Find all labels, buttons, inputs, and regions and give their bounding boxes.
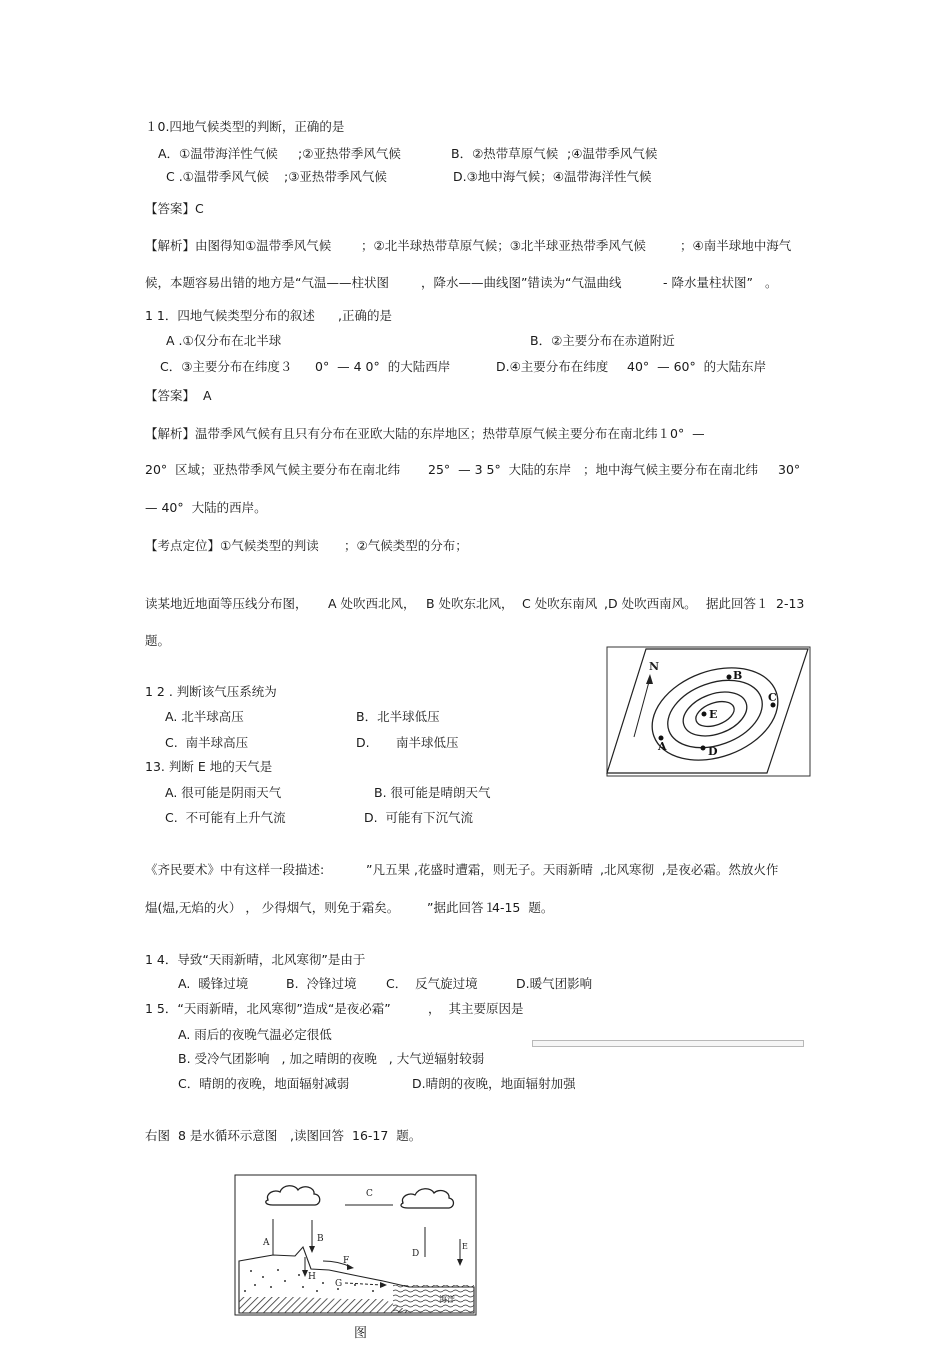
- blank-figure-bar: [532, 1040, 804, 1047]
- intro14-text-3: ,北风寒彻 ,是夜必霜。然放火作: [600, 862, 779, 877]
- q13-stem: 13. 判断 E 地的天气是: [145, 759, 273, 774]
- intro12-text-5: ,D 处吹西南风。: [604, 596, 697, 611]
- q12-option-c: C. 南半球高压: [165, 735, 249, 750]
- q14-option-c: C． 反气旋过境: [386, 976, 478, 991]
- label-a: A: [263, 1238, 270, 1248]
- q13-option-c: C. 不可能有上升气流: [165, 810, 286, 825]
- q10-explanation-1c: ；④南半球地中海气: [680, 238, 792, 253]
- label-b: B: [317, 1234, 324, 1244]
- q10-option-c: C .①温带季风气候: [166, 169, 269, 184]
- q11-option-d: D.④主要分布在纬度: [496, 359, 609, 374]
- q11-key-point-1: 【考点定位】①气候类型的判读: [145, 538, 319, 553]
- q11-stem-2: ,正确的是: [338, 308, 392, 323]
- q10-explanation-2d: 。: [765, 275, 778, 290]
- q13-option-d: D. 可能有下沉气流: [364, 810, 474, 825]
- intro14-text-2: ”凡五果 ,花盛时遭霜，则无子。天雨新晴: [366, 862, 593, 877]
- intro12-text-6: 据此回答１: [706, 596, 769, 611]
- point-b: [727, 675, 732, 680]
- q15-option-c: C．晴朗的夜晚，地面辐射减弱: [178, 1076, 350, 1091]
- q14-option-d: D.暖气团影响: [516, 976, 593, 991]
- label-e: E: [709, 708, 718, 721]
- q10-option-c-2: ;③亚热带季风气候: [284, 169, 387, 184]
- q10-option-b-2: ;④温带季风气候: [567, 146, 658, 161]
- intro14-text-4: 煴(煴,无焰的火） ， 少得烟气，则免于霜矣。: [145, 900, 400, 915]
- label-e: E: [462, 1242, 468, 1251]
- q11-answer: 【答案】 A: [145, 388, 212, 403]
- q15-option-d: D.晴朗的夜晚，地面辐射加强: [412, 1076, 576, 1091]
- q11-explanation-2c: ；地中海气候主要分布在南北纬: [583, 462, 759, 477]
- q12-option-b: B．北半球低压: [356, 709, 440, 724]
- q10-answer: 【答案】C: [145, 201, 204, 216]
- q11-explanation-2b: 25° — 3 5° 大陆的东岸: [428, 462, 572, 477]
- sea-label: 海洋: [439, 1295, 455, 1304]
- q10-explanation-2b: ，降水——曲线图”错读为“气温曲线: [421, 275, 622, 290]
- north-label: N: [649, 660, 660, 673]
- q15-option-a: A. 雨后的夜晚气温必定很低: [178, 1027, 332, 1042]
- water-cycle-figure: [233, 1173, 478, 1317]
- q11-option-b: B．②主要分布在赤道附近: [530, 333, 675, 348]
- isobar-figure: [603, 644, 814, 778]
- q14-stem: 1 4．导致“天雨新晴，北风寒彻”是由于: [145, 952, 366, 967]
- point-e: [702, 712, 707, 717]
- q11-option-a: A .①仅分布在北半球: [166, 333, 282, 348]
- intro16-text-3: 16-17 题。: [352, 1128, 422, 1143]
- intro14-text-6: 4-15 题。: [492, 900, 554, 915]
- q11-explanation-3: — 40° 大陆的西岸。: [145, 500, 267, 515]
- label-c: C: [768, 691, 777, 704]
- q14-option-b: B. 冷锋过境: [286, 976, 357, 991]
- q15-stem-2: ， 其主要原因是: [428, 1001, 524, 1016]
- q11-explanation-1: 【解析】温带季风气候有且只有分布在亚欧大陆的东岸地区；热带草原气候主要分布在南北纬１0° —: [145, 426, 705, 441]
- intro12-text-1: 读某地近地面等压线分布图，: [145, 596, 308, 611]
- q11-explanation-2a: 20° 区域；亚热带季风气候主要分布在南北纬: [145, 462, 401, 477]
- intro14-text-1: 《齐民要术》中有这样一段描述:: [145, 862, 325, 877]
- q13-option-a: A. 很可能是阴雨天气: [165, 785, 282, 800]
- label-a: A: [658, 740, 667, 753]
- label-g: G: [335, 1279, 343, 1289]
- q10-option-d: D.③地中海气候；④温带海洋性气候: [453, 169, 652, 184]
- intro12-text-2: A 处吹西北风，: [328, 596, 416, 611]
- q10-option-a: A．①温带海洋性气候: [158, 146, 278, 161]
- q14-option-a: A. 暖锋过境: [178, 976, 249, 991]
- label-c: C: [366, 1189, 373, 1199]
- intro12-text-8: 题。: [145, 633, 171, 648]
- q10-explanation-2c: - 降水量柱状图”: [663, 275, 753, 290]
- label-f: F: [343, 1256, 350, 1266]
- q13-option-b: B. 很可能是晴朗天气: [374, 785, 491, 800]
- q10-explanation-2a: 候，本题容易出错的地方是“气温——柱状图: [145, 275, 389, 290]
- q12-stem: 1 2 . 判断该气压系统为: [145, 684, 277, 699]
- point-d: [701, 746, 706, 751]
- intro16-text-1: 右图 8 是水循环示意图: [145, 1128, 278, 1143]
- q11-explanation-2d: 30°: [778, 462, 801, 477]
- q15-option-b: B. 受冷气团影响 , 加之晴朗的夜晚 , 大气逆辐射较弱: [178, 1051, 485, 1066]
- q15-stem: 1 5．“天雨新晴，北风寒彻”造成“是夜必霜”: [145, 1001, 391, 1016]
- q12-option-d: D.: [356, 735, 370, 750]
- q11-stem: 1 1．四地气候类型分布的叙述: [145, 308, 315, 323]
- label-d: D: [708, 745, 718, 758]
- q11-option-d-2: 40° — 60° 的大陆东岸: [627, 359, 767, 374]
- q11-key-point-2: ；②气候类型的分布；: [344, 538, 468, 553]
- intro12-text-3: B 处吹东北风，: [426, 596, 514, 611]
- q10-explanation-1a: 【解析】由图得知①温带季风气候: [145, 238, 332, 253]
- intro12-text-4: C 处吹东南风: [522, 596, 598, 611]
- intro16-text-2: ,读图回答: [290, 1128, 344, 1143]
- q10-explanation-1b: ；②北半球热带草原气候；③北半球亚热带季风气候: [361, 238, 646, 253]
- label-h: H: [308, 1272, 316, 1282]
- label-d: D: [412, 1249, 420, 1259]
- figure-caption: 图: [354, 1326, 368, 1341]
- q10-option-b: B．②热带草原气候: [451, 146, 559, 161]
- q12-option-d-2: 南半球低压: [396, 735, 459, 750]
- label-b: B: [733, 669, 743, 682]
- q12-option-a: A. 北半球高压: [165, 709, 244, 724]
- q11-option-c-2: 0° — 4 0° 的大陆西岸: [315, 359, 451, 374]
- q11-option-c: C．③主要分布在纬度３: [160, 359, 293, 374]
- q10-stem: １0.四地气候类型的判断，正确的是: [145, 119, 345, 134]
- intro14-text-5: ”据此回答１: [427, 900, 496, 915]
- intro12-text-7: 2-13: [776, 596, 805, 611]
- q10-option-a-2: ;②亚热带季风气候: [298, 146, 401, 161]
